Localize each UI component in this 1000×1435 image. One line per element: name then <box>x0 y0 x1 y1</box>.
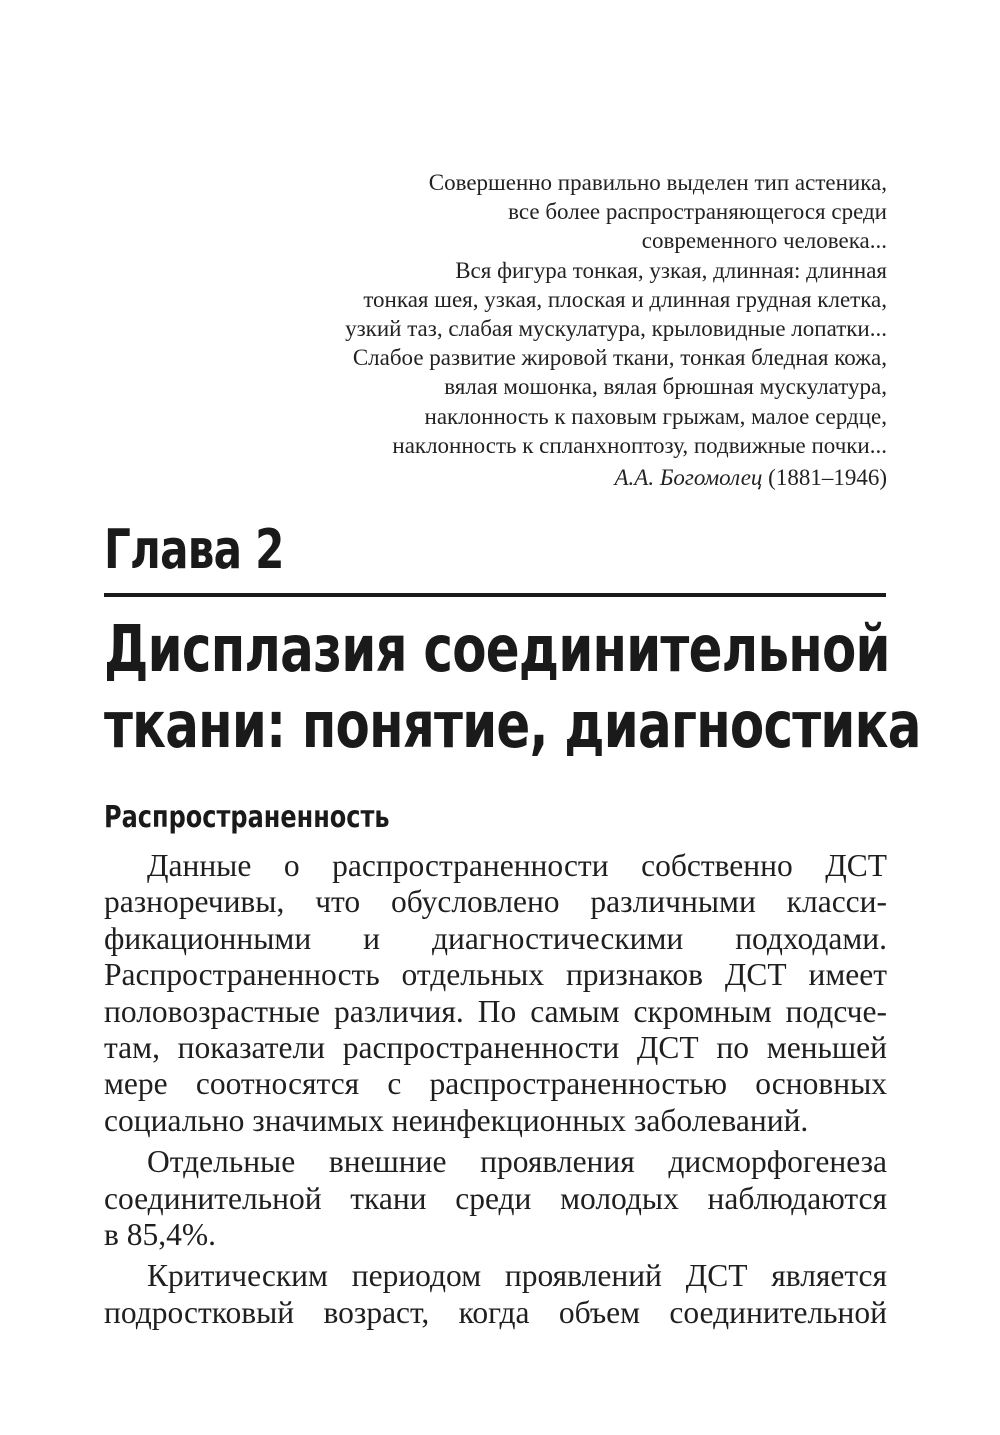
epigraph-line: узкий таз, слабая мускулатура, крыловидные лопатки... <box>345 316 887 342</box>
chapter-label: Глава 2 <box>104 518 284 581</box>
paragraph-line: разноречивы, что обусловлено различными класси- <box>104 884 887 920</box>
epigraph-line: вялая мошонка, вялая брюшная мускулатура, <box>444 374 887 400</box>
epigraph <box>247 168 887 492</box>
epigraph-line: Вся фигура тонкая, узкая, длинная: длинная <box>455 257 887 283</box>
paragraph-line: мере соотносятся с распространенностью основных <box>104 1066 887 1102</box>
epigraph-line: Слабое развитие жировой ткани, тонкая бледная кожа, <box>352 345 887 371</box>
paragraph-line: Данные о распространенности собственно ДСТ <box>147 848 887 883</box>
chapter-title <box>104 612 921 764</box>
epigraph-line: все более распространяющегося среди <box>508 199 887 225</box>
paragraph <box>104 1258 887 1331</box>
epigraph-line: наклонность к спланхноптозу, подвижные почки... <box>392 432 887 458</box>
paragraph-line: социально значимых неинфекционных заболеваний. <box>104 1102 809 1138</box>
body-text <box>104 848 887 1336</box>
epigraph-line: современного человека... <box>641 228 887 254</box>
paragraph-line: там, показатели распространенности ДСТ по меньшей <box>104 1029 887 1065</box>
paragraph-line: Критическим периодом проявлений ДСТ является <box>147 1258 887 1294</box>
paragraph <box>104 1144 887 1253</box>
paragraph-line: в 85,4%. <box>104 1216 216 1252</box>
epigraph-line: тонкая шея, узкая, плоская и длинная грудная клетка, <box>363 286 887 312</box>
paragraph-line: подростковый возраст, когда объем соединительной <box>104 1294 887 1330</box>
epigraph-line: наклонность к паховым грыжам, малое сердце, <box>424 403 887 429</box>
paragraph <box>104 848 887 1139</box>
chapter-title-line: Дисплазия соединительной <box>104 613 890 687</box>
epigraph-years: (1881–1946) <box>768 465 887 491</box>
epigraph-author: А.А. Богомолец <box>614 465 763 491</box>
epigraph-line: Совершенно правильно выделен тип астеника, <box>428 170 887 195</box>
paragraph-line: фикационными и диагностическими подходами. <box>104 920 887 956</box>
paragraph-line: Распространенность отдельных признаков ДСТ имеет <box>104 957 887 993</box>
paragraph-line: Отдельные внешние проявления дисморфогенеза <box>147 1144 887 1180</box>
chapter-divider <box>104 593 886 597</box>
paragraph-line: соединительной ткани среди молодых наблюдаются <box>104 1180 887 1216</box>
section-heading: Распространенность <box>104 800 390 835</box>
epigraph-attribution <box>247 463 887 492</box>
paragraph-line: половозрастные различия. По самым скромным подсче- <box>104 993 887 1029</box>
chapter-title-line: ткани: понятие, диагностика <box>104 689 921 763</box>
